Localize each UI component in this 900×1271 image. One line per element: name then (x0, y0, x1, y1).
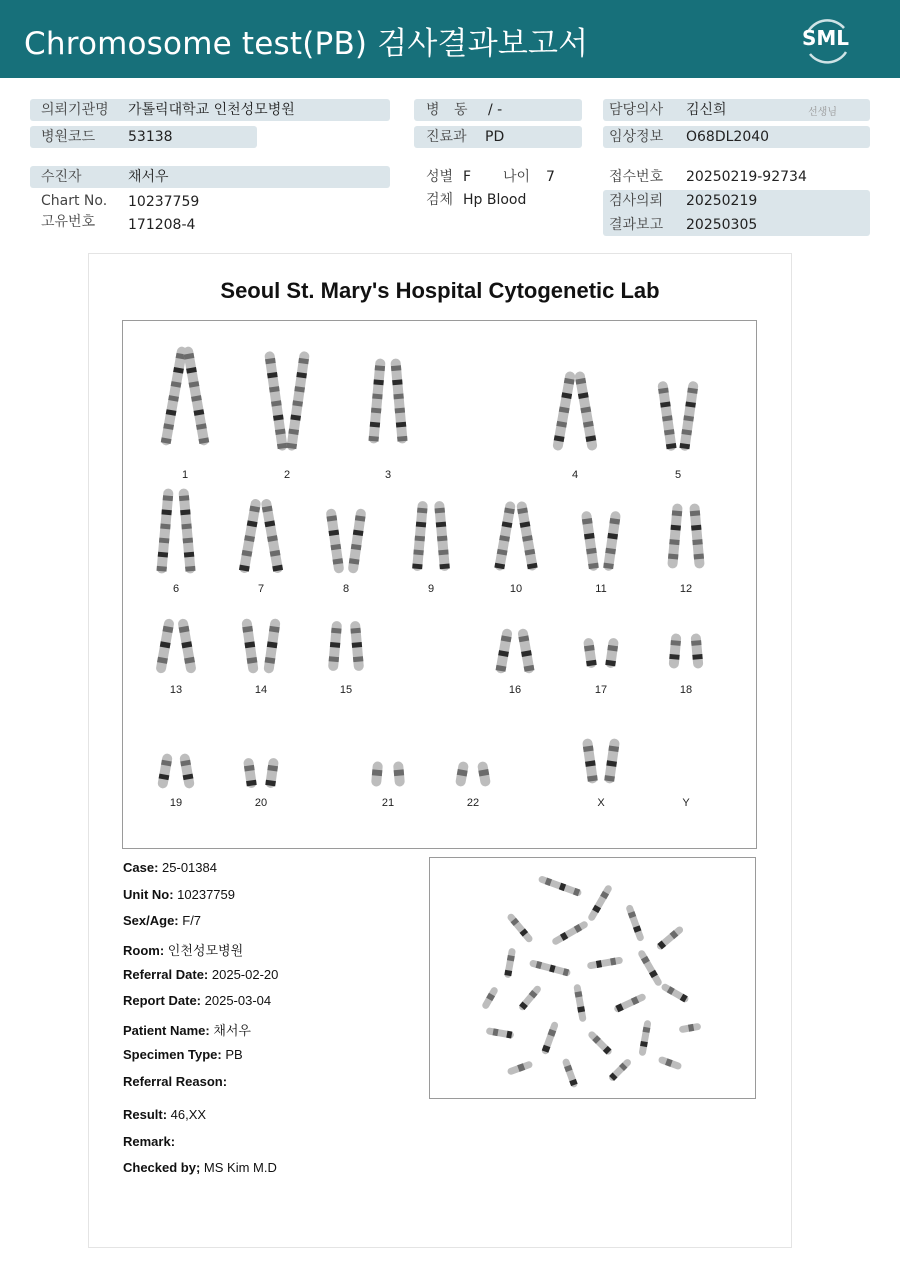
karyogram-image (123, 321, 756, 848)
case-field (123, 1020, 251, 1039)
chromosome (679, 1023, 702, 1034)
case-field (123, 967, 278, 982)
case-field-value: 2025-03-04 (201, 993, 272, 1008)
chromosome (239, 498, 262, 574)
doctor-value: 김신희 (686, 102, 727, 118)
logo-text: SML (802, 26, 850, 50)
chromosome-label: 10 (509, 583, 523, 595)
chromosome (552, 371, 576, 452)
chromosome-label: X (597, 797, 605, 809)
chromosome (263, 618, 281, 674)
case-field-value: MS Kim M.D (200, 1160, 277, 1175)
patient-chip (30, 166, 390, 188)
chromosome (574, 371, 598, 452)
case-field-value: 25-01384 (158, 860, 217, 875)
case-field (123, 1074, 227, 1089)
chromosome (679, 381, 699, 452)
chromosome-label: 18 (679, 684, 693, 696)
request-value: 20250219 (686, 193, 758, 209)
chromosome (177, 618, 196, 674)
chromosome (517, 628, 535, 674)
metaphase-image (430, 858, 755, 1098)
clinical-label: 임상정보 (609, 129, 664, 145)
chromosome (243, 757, 257, 788)
chromosome (562, 1058, 579, 1089)
chromosome (541, 1021, 559, 1055)
chromosome (587, 1030, 613, 1056)
chromosome-label: 7 (257, 583, 265, 595)
ward-value: / - (488, 102, 503, 118)
chromosome (390, 358, 407, 444)
chart-label: Chart No. (41, 193, 108, 209)
specimen-label: 검체 (426, 192, 454, 208)
chromosome-label: 13 (169, 684, 183, 696)
chromosome-label: 20 (254, 797, 268, 809)
chromosome (573, 984, 586, 1023)
case-field-label: Specimen Type: (123, 1047, 222, 1062)
chromosome (507, 1060, 534, 1075)
case-field-label: Patient Name: (123, 1023, 210, 1038)
case-field-value: 46,XX (167, 1107, 207, 1122)
chromosome-label: 15 (339, 684, 353, 696)
chromosome (667, 503, 683, 569)
chromosome (179, 753, 195, 789)
uid-label: 고유번호 (41, 214, 96, 230)
dept-label: 진료과 (426, 129, 467, 145)
case-field-value: 10237759 (173, 887, 235, 902)
chromosome-label: 11 (595, 583, 607, 595)
chromosome (455, 761, 469, 787)
chromosome (660, 982, 689, 1003)
chromosome (486, 1027, 515, 1039)
chromosome (613, 993, 647, 1014)
lab-title: Seoul St. Mary's Hospital Cytogenetic Lab (220, 278, 660, 303)
chromosome (551, 920, 589, 946)
receipt-label: 접수번호 (609, 169, 664, 185)
chromosome-label: 19 (169, 797, 183, 809)
metaphase-spread-panel (429, 857, 756, 1099)
chromosome (368, 358, 385, 444)
chart-value: 10237759 (128, 194, 200, 210)
chromosome (182, 346, 209, 446)
result-date-label: 결과보고 (609, 217, 664, 233)
case-field-value: F/7 (178, 913, 202, 928)
chromosome (348, 508, 367, 574)
patient-label: 수진자 (41, 169, 82, 185)
chromosome (668, 633, 681, 669)
ward-label: 병 동 (426, 102, 468, 118)
chromosome (264, 351, 288, 451)
chromosome (538, 875, 583, 897)
case-field (123, 993, 271, 1008)
case-field (123, 1160, 277, 1175)
chromosome (393, 761, 405, 787)
chromosome (583, 637, 597, 668)
case-field (123, 1047, 243, 1062)
specimen-value: Hp Blood (463, 192, 527, 208)
age-value: 7 (546, 169, 555, 185)
chromosome (265, 757, 279, 788)
chromosome-label: 1 (181, 469, 189, 481)
chromosome (494, 501, 516, 572)
case-field-value: 채서우 (209, 1023, 251, 1038)
chromosome (587, 956, 624, 969)
chromosome-label: 9 (427, 583, 435, 595)
karyogram-panel (122, 320, 757, 849)
chromosome-label: 22 (466, 797, 480, 809)
hospital-code-value: 53138 (128, 129, 173, 145)
chromosome (605, 637, 619, 668)
clinical-value: O68DL2040 (686, 129, 770, 145)
chromosome-label: 8 (342, 583, 350, 595)
chromosome-label: 5 (674, 469, 682, 481)
case-field-value: PB (221, 1047, 243, 1062)
receipt-value: 20250219-92734 (686, 169, 807, 185)
chromosome-label: 17 (594, 684, 608, 696)
chromosome (481, 986, 499, 1010)
case-field (123, 913, 201, 928)
chromosome (371, 761, 383, 787)
case-field (123, 1107, 206, 1122)
chromosome (587, 884, 613, 922)
chromosome-label: Y (682, 797, 690, 809)
dept-value: PD (485, 129, 505, 145)
chromosome (157, 753, 173, 789)
chromosome (604, 738, 620, 784)
chromosome-label: 21 (381, 797, 395, 809)
chromosome-label: 3 (384, 469, 392, 481)
case-field-label: Remark: (123, 1134, 176, 1149)
chromosome (657, 381, 677, 452)
chromosome (412, 501, 428, 572)
chromosome (638, 1020, 651, 1057)
chromosome (241, 618, 259, 674)
chromosome (637, 949, 663, 987)
case-field-label: Case: (123, 860, 159, 875)
header-bar (0, 0, 900, 78)
patient-value: 채서우 (128, 169, 169, 185)
doctor-label: 담당의사 (609, 102, 664, 118)
chromosome (155, 618, 174, 674)
chromosome-label: 14 (254, 684, 268, 696)
chromosome (326, 508, 345, 574)
sex-value: F (463, 169, 472, 185)
chromosome (495, 628, 513, 674)
case-field-label: Referral Reason: (123, 1074, 228, 1089)
chromosome (261, 498, 284, 574)
chromosome (434, 501, 450, 572)
case-field-label: Checked by; (123, 1160, 201, 1175)
case-field-label: Referral Date: (123, 967, 209, 982)
chromosome-label: 12 (679, 583, 693, 595)
case-field-value: 인천성모병원 (164, 943, 244, 958)
chromosome (516, 501, 538, 572)
chromosome (286, 351, 310, 451)
chromosome (581, 511, 599, 572)
chromosome (529, 959, 571, 977)
chromosome (160, 346, 187, 446)
case-field-label: Report Date: (123, 993, 202, 1008)
chromosome (658, 1056, 683, 1071)
chromosome (178, 488, 195, 574)
chromosome-label: 4 (571, 469, 579, 481)
chromosome (655, 925, 684, 951)
chromosome (156, 488, 173, 574)
chromosome-label: 6 (172, 583, 180, 595)
chromosome-label: 16 (508, 684, 522, 696)
chromosome (518, 984, 543, 1011)
chromosome (504, 948, 516, 979)
chromosome (506, 912, 534, 943)
chromosome (690, 633, 703, 669)
chromosome-label: 2 (283, 469, 291, 481)
sex-label: 성별 (426, 169, 454, 185)
chromosome (582, 738, 598, 784)
chromosome (608, 1058, 633, 1083)
case-field-label: Result: (123, 1107, 168, 1122)
chromosome (603, 511, 621, 572)
chromosome (477, 761, 491, 787)
case-field (123, 1134, 175, 1149)
chromosome (689, 503, 705, 569)
chromosome (350, 621, 364, 672)
case-field-value: 2025-02-20 (208, 967, 279, 982)
referral-value: 가톨릭대학교 인천성모병원 (128, 102, 295, 118)
age-label: 나이 (503, 169, 531, 185)
result-date-value: 20250305 (686, 217, 758, 233)
report-title: Chromosome test(PB) 검사결과보고서 (24, 26, 589, 62)
uid-value: 171208-4 (128, 217, 196, 233)
doctor-suffix: 선생님 (808, 107, 837, 118)
referral-label: 의뢰기관명 (41, 102, 109, 118)
request-label: 검사의뢰 (609, 193, 664, 209)
case-field (123, 887, 235, 902)
hospital-code-label: 병원코드 (41, 129, 96, 145)
chromosome (625, 904, 645, 942)
case-field-label: Sex/Age: (123, 913, 179, 928)
case-field (123, 860, 217, 875)
chromosome (328, 621, 342, 672)
case-field (123, 940, 243, 959)
case-field-label: Room: (123, 943, 165, 958)
case-field-label: Unit No: (123, 887, 174, 902)
sml-logo (800, 14, 852, 66)
